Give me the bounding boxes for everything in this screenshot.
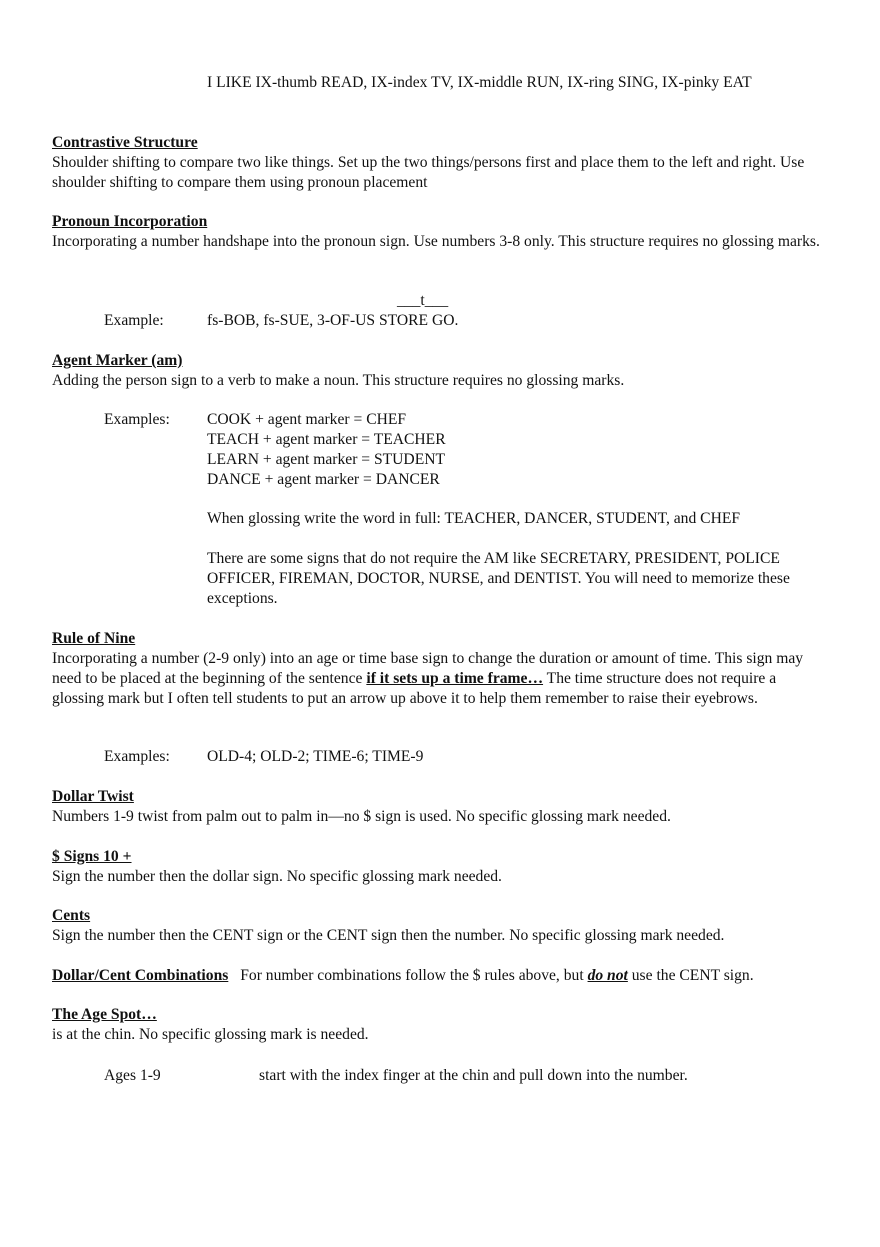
examples-label: Examples:	[104, 411, 170, 428]
pronoun-example-row	[0, 311, 880, 331]
dollar-cent-text-2: use the CENT sign.	[627, 967, 754, 984]
agent-examples-list	[207, 410, 822, 490]
example-label: Example:	[104, 312, 164, 329]
section-age-spot	[52, 1005, 827, 1045]
agent-body: Adding the person sign to a verb to make a noun. This structure requires no glossing marks.	[52, 372, 625, 389]
ages-instruction: start with the index finger at the chin and pull down into the number.	[259, 1067, 688, 1084]
list-item: COOK + agent marker = CHEF	[207, 411, 407, 428]
dollar-cent-text-1: For number combinations follow the $ rules above, but	[240, 967, 588, 984]
time-frame-emphasis: if it sets up a time frame…	[366, 670, 544, 687]
section-pronoun	[52, 212, 827, 252]
rule-of-nine-text-2: The time structure does not require a glossing mark but I often tell students to put an arrow up above it to help them remember to raise their eyebrows.	[52, 670, 777, 707]
list-item: TEACH + agent marker = TEACHER	[207, 431, 446, 448]
agent-note-full-words: When glossing write the word in full: TEACHER, DANCER, STUDENT, and CHEF	[207, 510, 741, 527]
heading-age-spot: The Age Spot…	[52, 1006, 157, 1023]
section-contrastive	[52, 133, 827, 193]
rule-of-nine-examples	[0, 747, 880, 767]
cents-body: Sign the number then the CENT sign or the CENT sign then the number. No specific glossing mark needed.	[52, 927, 725, 944]
agent-note-exceptions: There are some signs that do not require the AM like SECRETARY, PRESIDENT, POLICE OFFICER, FIREMAN, DOCTOR, NURSE, and DENTIST. You will need to memorize these exceptions.	[207, 550, 790, 607]
contrastive-body: Shoulder shifting to compare two like things. Set up the two things/persons first and place them to the left and right. Use shoulder shifting to compare them using pronoun placement	[52, 154, 805, 191]
age-spot-body: is at the chin. No specific glossing mark is needed.	[52, 1026, 369, 1043]
heading-rule-of-nine: Rule of Nine	[52, 630, 136, 647]
section-cents	[52, 906, 827, 946]
dollar-twist-body: Numbers 1-9 twist from palm out to palm in—no $ sign is used. No specific glossing mark needed.	[52, 808, 671, 825]
rule-of-nine-text-1: Incorporating a number (2-9 only) into an age or time base sign to change the duration or amount of time. This sign may need to be placed at the beginning of the sentence	[52, 650, 804, 687]
heading-dollar-twist: Dollar Twist	[52, 788, 134, 805]
do-not-emphasis: do not	[587, 967, 628, 984]
heading-dollar-cent: Dollar/Cent Combinations	[52, 967, 229, 984]
section-rule-of-nine	[52, 629, 827, 709]
section-agent-marker	[52, 351, 827, 391]
example-sentence-top: I LIKE IX-thumb READ, IX-index TV, IX-middle RUN, IX-ring SING, IX-pinky EAT	[207, 74, 752, 91]
examples-label: Examples:	[104, 748, 170, 765]
examples-text: OLD-4; OLD-2; TIME-6; TIME-9	[207, 748, 424, 765]
age-spot-row	[0, 1066, 880, 1086]
section-dollar-twist	[52, 787, 827, 827]
example-text: fs-BOB, fs-SUE, 3-OF-US STORE GO.	[207, 312, 459, 329]
heading-dollar-signs: $ Signs 10 +	[52, 848, 132, 865]
heading-agent-marker: Agent Marker (am)	[52, 352, 183, 369]
heading-contrastive: Contrastive Structure	[52, 134, 198, 151]
heading-cents: Cents	[52, 907, 91, 924]
ages-label: Ages 1-9	[104, 1067, 161, 1084]
section-dollar-signs	[52, 847, 827, 887]
agent-examples	[0, 410, 880, 490]
list-item: DANCE + agent marker = DANCER	[207, 471, 440, 488]
heading-pronoun: Pronoun Incorporation	[52, 213, 208, 230]
list-item: LEARN + agent marker = STUDENT	[207, 451, 446, 468]
rule-of-nine-body	[52, 649, 827, 709]
topic-gloss-mark: ___t___	[397, 292, 449, 309]
pronoun-body: Incorporating a number handshape into the pronoun sign. Use numbers 3-8 only. This structure requires no glossing marks.	[52, 233, 820, 250]
dollar-signs-body: Sign the number then the dollar sign. No specific glossing mark needed.	[52, 868, 502, 885]
section-dollar-cent	[52, 966, 827, 986]
